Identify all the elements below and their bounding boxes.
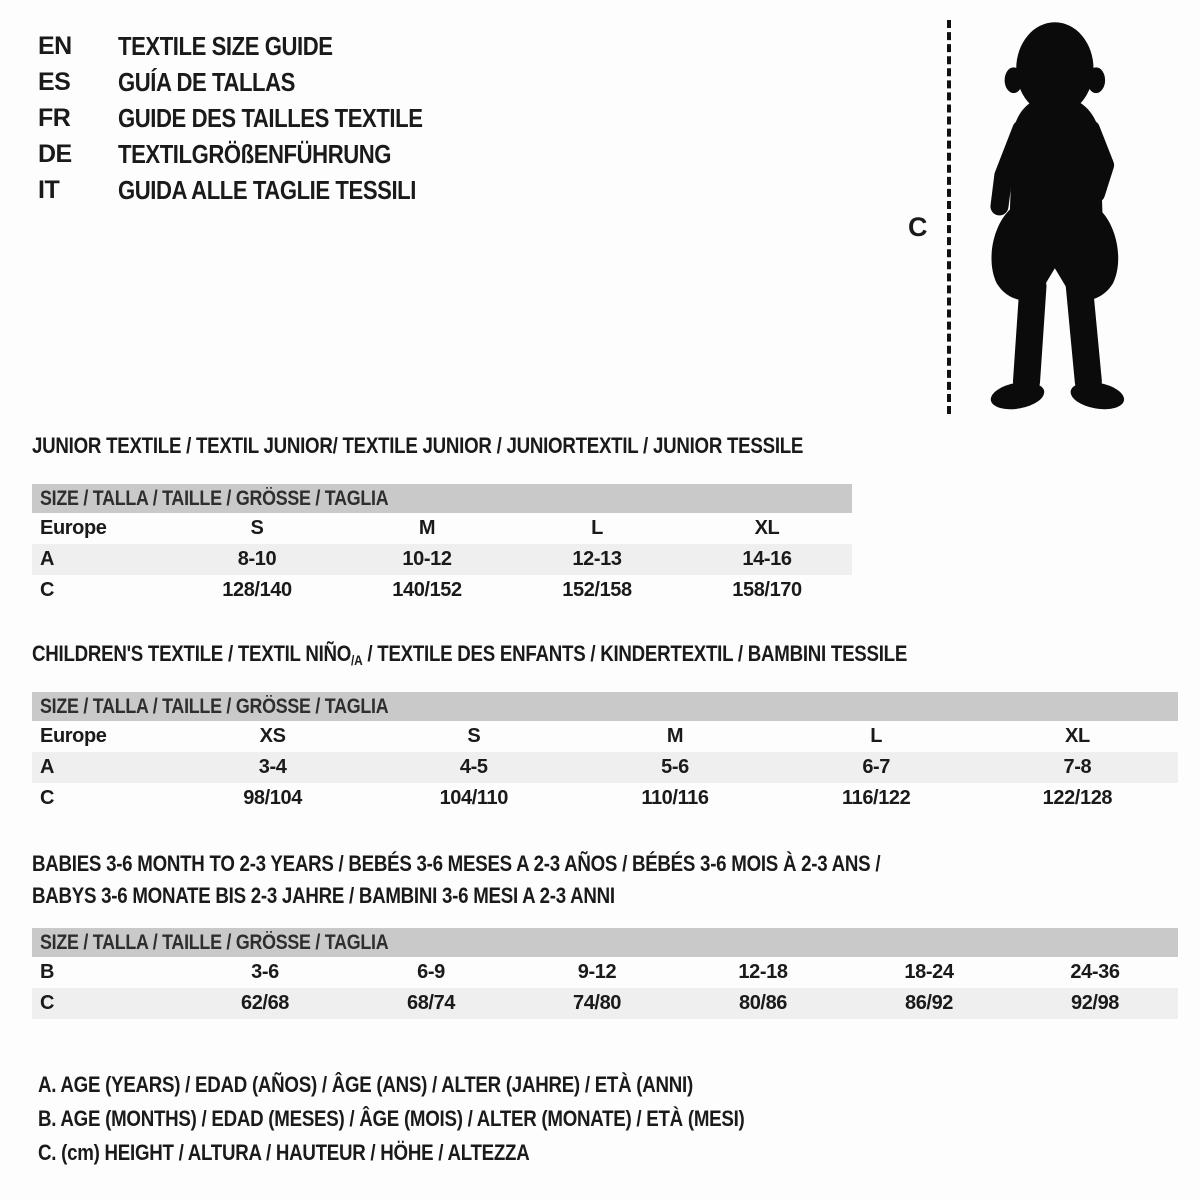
toddler-silhouette-icon [975, 18, 1145, 418]
guide-title-it: GUIDA ALLE TAGLIE TESSILI [118, 174, 416, 205]
language-code: EN [38, 31, 72, 60]
height-cell: 92/98 [1070, 992, 1120, 1014]
months-cell: 12-18 [738, 961, 788, 983]
size-cell: S [250, 517, 264, 539]
table-row-age [32, 544, 852, 575]
size-cell: M [666, 725, 684, 747]
language-row-es [38, 64, 476, 100]
age-cell: 14-16 [742, 548, 792, 570]
height-cell: 98/104 [243, 787, 302, 809]
junior-size-table [32, 484, 852, 606]
months-cell: 24-36 [1070, 961, 1120, 983]
size-cell: L [591, 517, 603, 539]
size-cell: M [418, 517, 436, 539]
height-cell: 74/80 [572, 992, 622, 1014]
age-cell: 10-12 [402, 548, 452, 570]
height-cell: 104/110 [439, 787, 508, 809]
height-cell: 62/68 [240, 992, 290, 1014]
size-header-bar: SIZE / TALLA / TAILLE / GRÖSSE / TAGLIA [32, 928, 1178, 957]
size-header-bar: SIZE / TALLA / TAILLE / GRÖSSE / TAGLIA [32, 692, 1178, 721]
children-section-title: CHILDREN'S TEXTILE / TEXTIL $NIÑO_{/A}$ / TEXTILE DES ENFANTS / KINDERTEXTIL / BAMBINI TESSILE [32, 641, 908, 668]
babies-section-title: BABIES 3-6 MONTH TO 2-3 YEARS / BEBÉS 3-6 MESES A 2-3 AÑOS / BÉBÉS 3-6 MOIS À 2-3 ANS / BABYS 3-6 MONATE BIS 2-3 JAHRE / BAMBINI 3-6 MESI A 2-3 ANNI [32, 851, 881, 908]
months-cell: 6-9 [417, 961, 445, 983]
legend-height-cm: C. (cm) HEIGHT / ALTURA / HAUTEUR / HÖHE / ALTEZZA [38, 1140, 530, 1165]
guide-title-fr: GUIDE DES TAILLES TEXTILE [118, 102, 423, 133]
height-cell: 86/92 [904, 992, 954, 1014]
row-label: C [40, 579, 55, 601]
nino-a-subscript: /A [351, 652, 363, 668]
months-cell: 18-24 [904, 961, 954, 983]
row-label: A [40, 756, 55, 778]
table-row-height [32, 988, 1178, 1019]
age-cell: 6-7 [862, 756, 891, 778]
language-title-list [38, 28, 476, 208]
table-row-europe [32, 513, 852, 544]
table-row-europe [32, 721, 1178, 752]
language-row-en [38, 28, 476, 64]
table-row-height [32, 783, 1178, 814]
height-cell: 158/170 [732, 579, 802, 601]
legend-age-years: A. AGE (YEARS) / EDAD (AÑOS) / ÂGE (ANS) / ALTER (JAHRE) / ETÀ (ANNI) [38, 1072, 693, 1097]
size-cell: L [870, 725, 883, 747]
row-label: C [40, 992, 55, 1014]
height-cell: 128/140 [222, 579, 292, 601]
months-cell: 9-12 [577, 961, 617, 983]
size-cell: XL [754, 517, 780, 539]
language-code: FR [38, 103, 71, 132]
table-row-height [32, 575, 852, 606]
height-cell: 152/158 [562, 579, 632, 601]
row-label: A [40, 548, 55, 570]
junior-section-title: JUNIOR TEXTILE / TEXTIL JUNIOR/ TEXTILE JUNIOR / JUNIORTEXTIL / JUNIOR TESSILE [32, 433, 804, 458]
row-label: B [40, 961, 55, 983]
children-size-table [32, 692, 1178, 814]
measurement-legend [38, 1068, 869, 1170]
language-row-it [38, 172, 476, 208]
language-row-de [38, 136, 476, 172]
age-cell: 7-8 [1063, 756, 1092, 778]
guide-title-es: GUÍA DE TALLAS [118, 66, 295, 97]
height-cell: 140/152 [392, 579, 462, 601]
language-code: ES [38, 67, 71, 96]
row-label: C [40, 787, 55, 809]
table-row-age [32, 752, 1178, 783]
height-cell: 80/86 [738, 992, 788, 1014]
height-measure-label: C [908, 212, 928, 242]
months-cell: 3-6 [251, 961, 279, 983]
height-cell: 110/116 [641, 787, 709, 809]
height-cell: 68/74 [406, 992, 456, 1014]
row-label: Europe [40, 517, 107, 539]
table-row-months [32, 957, 1178, 988]
language-row-fr [38, 100, 476, 136]
age-cell: 5-6 [661, 756, 689, 778]
age-cell: 3-4 [258, 756, 287, 778]
language-code: IT [38, 175, 60, 204]
guide-title-de: TEXTILGRÖßENFÜHRUNG [118, 138, 392, 169]
legend-age-months: B. AGE (MONTHS) / EDAD (MESES) / ÂGE (MOIS) / ALTER (MONATE) / ETÀ (MESI) [38, 1106, 745, 1131]
size-cell: XS [259, 725, 286, 747]
height-measure-dashed-line [947, 20, 951, 414]
age-cell: 4-5 [459, 756, 488, 778]
age-cell: 8-10 [237, 548, 277, 570]
row-label: Europe [40, 725, 107, 747]
age-cell: 12-13 [572, 548, 622, 570]
babies-size-table [32, 928, 1178, 1019]
size-cell: XL [1065, 725, 1090, 747]
size-header-bar: SIZE / TALLA / TAILLE / GRÖSSE / TAGLIA [32, 484, 852, 513]
guide-title-en: TEXTILE SIZE GUIDE [118, 30, 333, 61]
size-cell: S [467, 725, 481, 747]
height-cell: 116/122 [841, 787, 911, 809]
language-code: DE [38, 139, 72, 168]
height-cell: 122/128 [1042, 787, 1113, 809]
